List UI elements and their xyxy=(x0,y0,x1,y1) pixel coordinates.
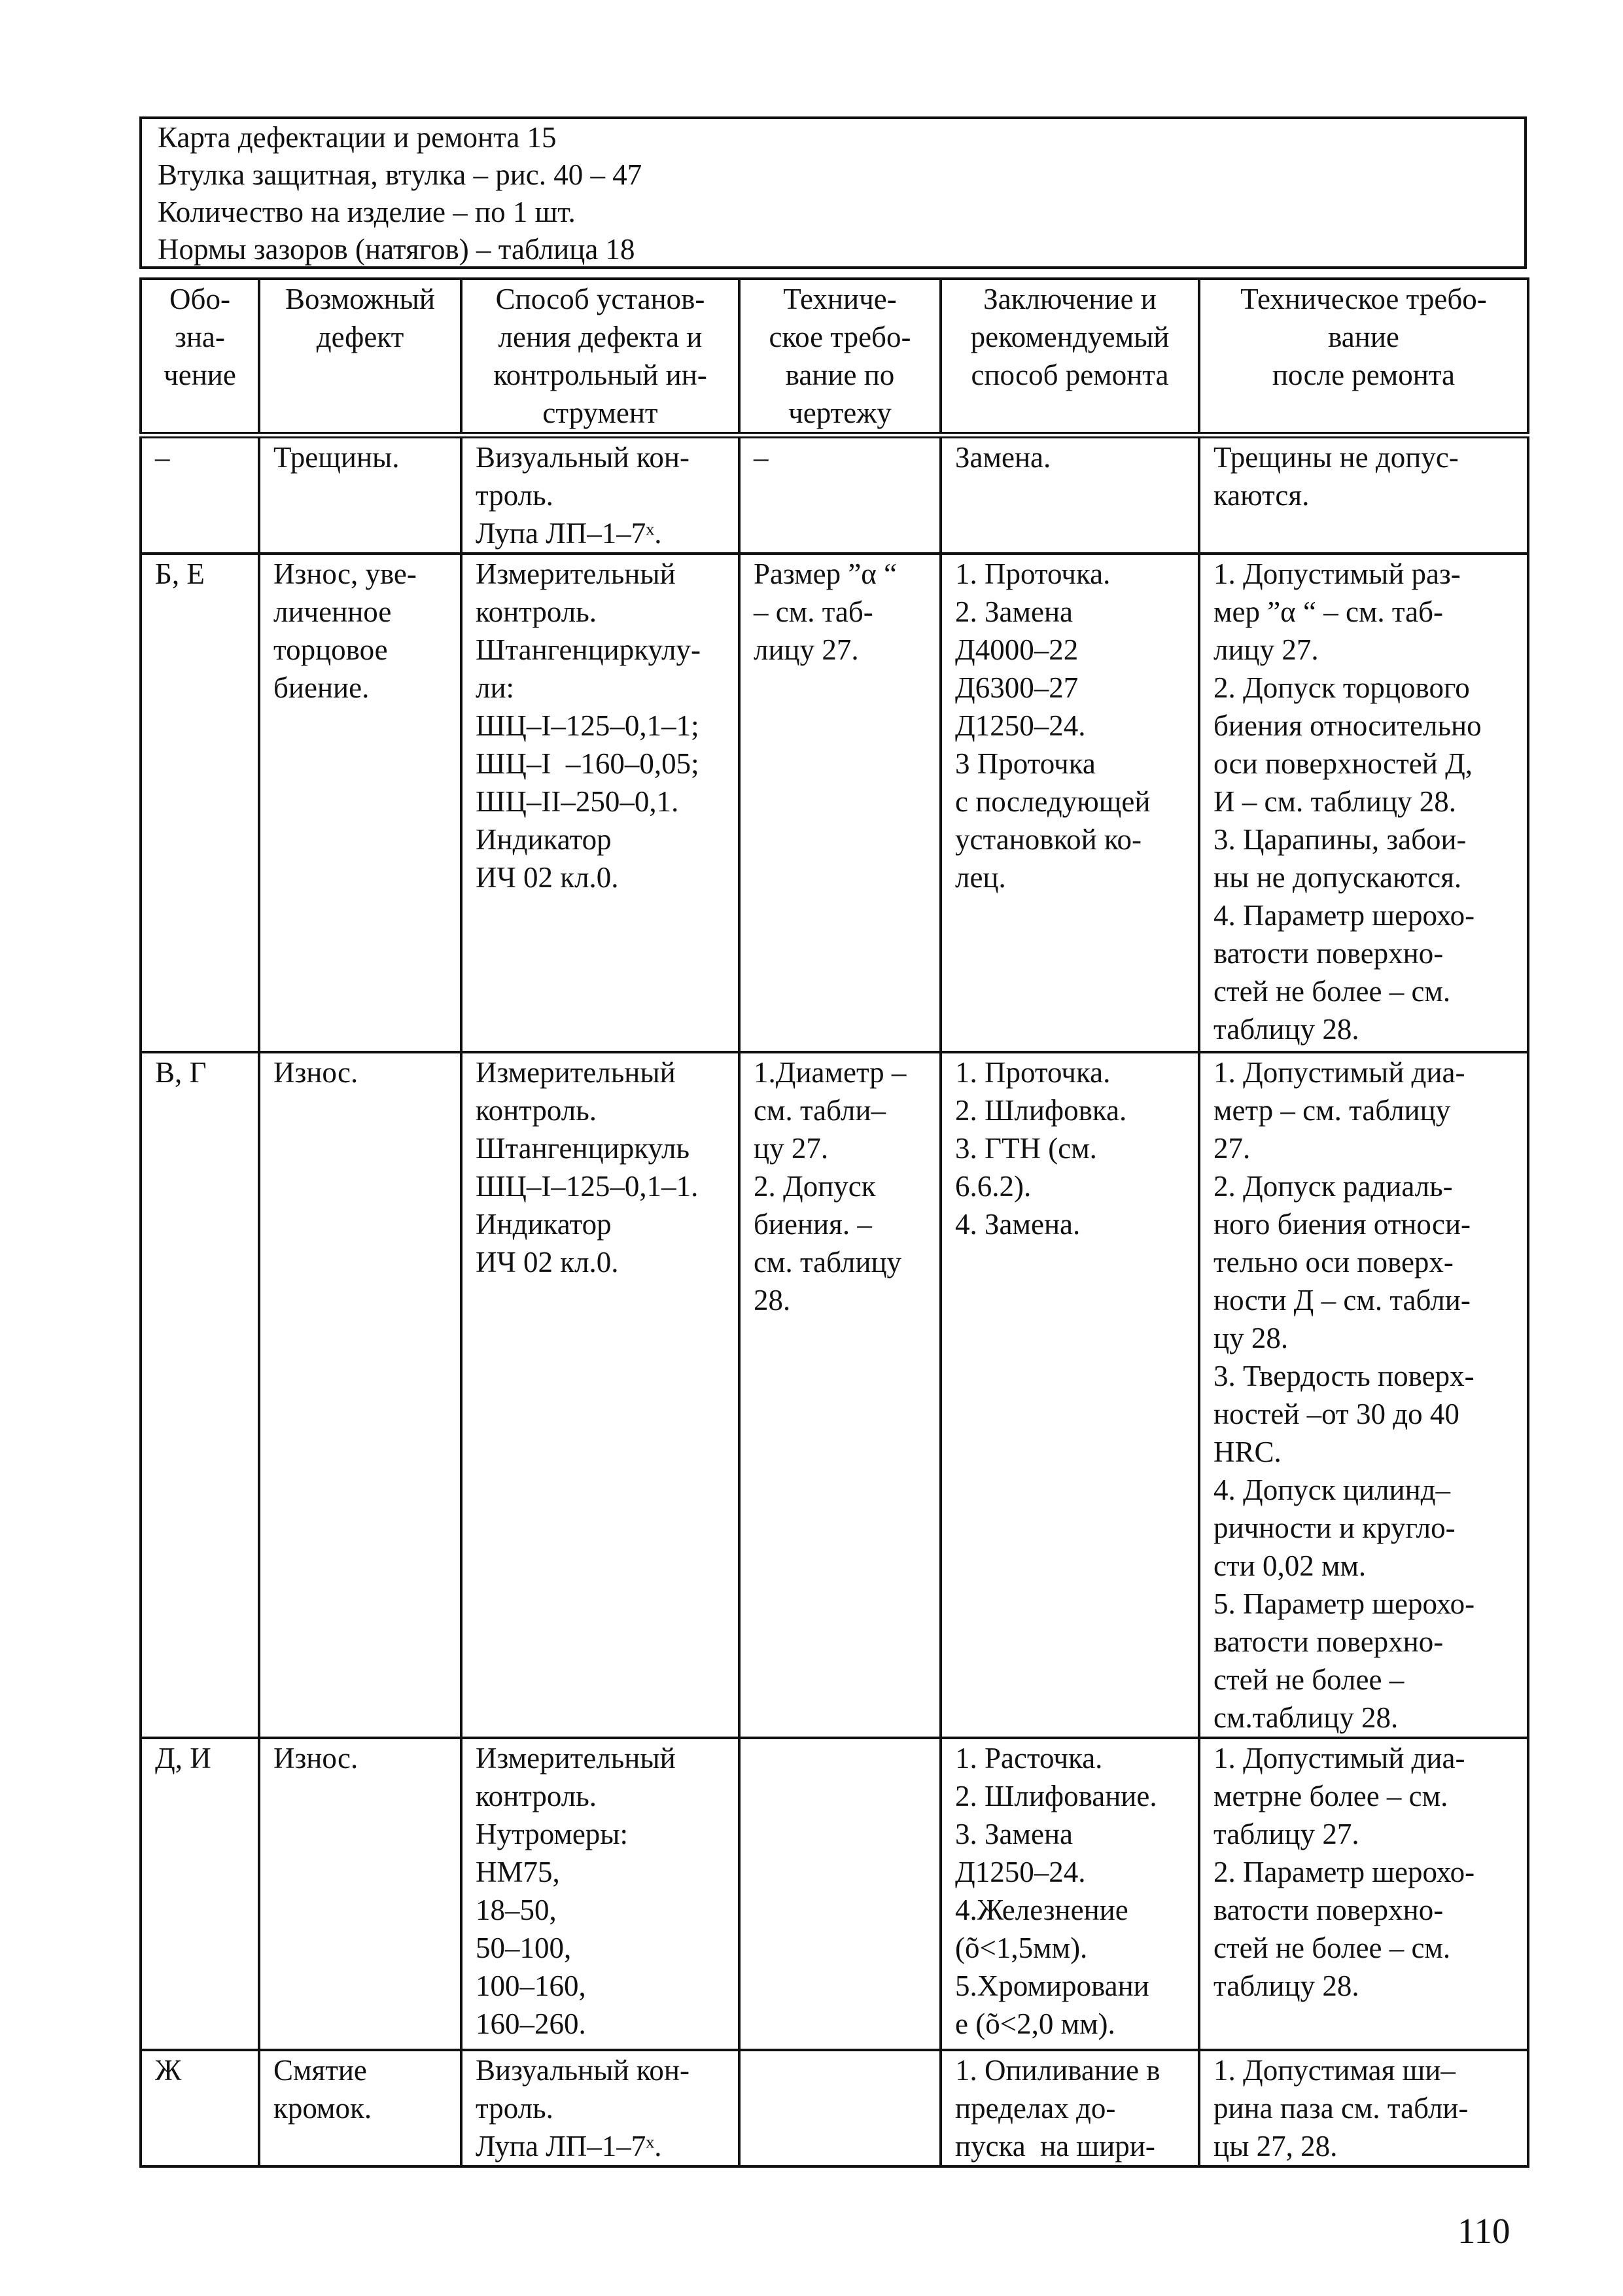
table-row xyxy=(141,2050,1528,2166)
cell-line: 3 Проточка xyxy=(955,747,1096,780)
cell-line: Нутромеры: xyxy=(476,1818,629,1850)
header-line: Техническое требо- xyxy=(1240,283,1487,315)
cell-line: 1.Диаметр – xyxy=(754,1056,907,1089)
defect-cell xyxy=(259,435,461,554)
cell-line: 4.Железнение xyxy=(955,1894,1128,1926)
cell-line: с последующей xyxy=(955,785,1151,818)
cell-line: 100–160, xyxy=(476,1969,586,2002)
cell-line: метр – см. таблицу xyxy=(1213,1094,1451,1127)
cell-line: мер ”α “ – см. таб- xyxy=(1213,595,1443,628)
cell-line: Индикатор xyxy=(476,1208,612,1241)
cell-line: 5.Хромировани xyxy=(955,1969,1149,2002)
header-line: Заключение и xyxy=(983,283,1157,315)
cell-line: 6.6.2). xyxy=(955,1170,1032,1203)
cell-line: Д1250–24. xyxy=(955,1856,1086,1888)
designation-cell xyxy=(141,554,259,1052)
cell-line: Индикатор xyxy=(476,823,612,856)
cell-line: Износ. xyxy=(273,1056,358,1089)
cell-line: HRC. xyxy=(1213,1436,1282,1468)
header-line: контрольный ин- xyxy=(493,359,707,391)
cell-line: ности Д – см. табли- xyxy=(1213,1284,1471,1316)
column-header xyxy=(141,279,259,435)
designation-cell xyxy=(141,435,259,554)
defect-cell xyxy=(259,2050,461,2166)
post-repair-requirement-cell xyxy=(1199,435,1528,554)
header-line: вание xyxy=(1328,321,1399,353)
cell-line: установкой ко- xyxy=(955,823,1142,856)
cell-line: 1. Проточка. xyxy=(955,557,1111,590)
method-cell xyxy=(461,554,739,1052)
method-cell xyxy=(461,2050,739,2166)
header-line: после ремонта xyxy=(1272,359,1456,391)
cell-line: торцовое xyxy=(273,633,388,666)
cell-line: 4. Параметр шерохо- xyxy=(1213,899,1475,932)
table-row xyxy=(141,554,1528,1052)
cell-line: ны не допускаются. xyxy=(1213,861,1462,894)
cell-line: Визуальный кон- xyxy=(476,441,689,474)
cell-line: ностей –от 30 до 40 xyxy=(1213,1398,1459,1430)
header-line: струмент xyxy=(542,397,658,429)
cell-line: Д, И xyxy=(155,1742,211,1775)
cell-line: 3. Замена xyxy=(955,1818,1073,1850)
table-row xyxy=(141,1052,1528,1738)
cell-line: Лупа ЛП–1–7ˣ. xyxy=(476,517,662,550)
cell-line: Трещины не допус- xyxy=(1213,441,1459,474)
cell-line: Д6300–27 xyxy=(955,671,1079,704)
cell-line: ИЧ 02 кл.0. xyxy=(476,861,619,894)
cell-line: ШЦ–I–125–0,1–1; xyxy=(476,709,699,742)
cell-line: Штангенциркулу- xyxy=(476,633,701,666)
cell-line: контроль. xyxy=(476,1780,597,1812)
cell-line: таблицу 28. xyxy=(1213,1969,1359,2002)
cell-line: ШЦ–I –160–0,05; xyxy=(476,747,699,780)
header-line: Обо- xyxy=(169,283,230,315)
cell-line: 2. Допуск радиаль- xyxy=(1213,1170,1453,1203)
cell-line: стей не более – xyxy=(1213,1663,1405,1696)
cell-line: 18–50, xyxy=(476,1894,557,1926)
post-repair-requirement-cell xyxy=(1199,1052,1528,1738)
cell-line: Б, Е xyxy=(155,557,205,590)
quantity-per-product: Количество на изделие – по 1 шт. xyxy=(158,196,576,228)
cell-line: цы 27, 28. xyxy=(1213,2130,1338,2163)
card-info-box xyxy=(139,116,1527,269)
drawing-requirement-cell xyxy=(739,554,941,1052)
drawing-requirement-cell xyxy=(739,1052,941,1738)
defect-repair-table xyxy=(139,277,1529,2168)
cell-line: личенное xyxy=(273,595,392,628)
cell-line: таблицу 27. xyxy=(1213,1818,1359,1850)
part-name: Втулка защитная, втулка – рис. 40 – 47 xyxy=(158,158,642,191)
cell-line: НМ75, xyxy=(476,1856,560,1888)
header-line: чение xyxy=(164,359,236,391)
cell-line: 1. Допустимый диа- xyxy=(1213,1056,1465,1089)
cell-line: 1. Опиливание в xyxy=(955,2054,1161,2087)
cell-line: 3. ГТН (см. xyxy=(955,1132,1097,1165)
cell-line: лицу 27. xyxy=(1213,633,1319,666)
header-line: Способ установ- xyxy=(495,283,705,315)
cell-line: ШЦ–II–250–0,1. xyxy=(476,785,679,818)
drawing-requirement-cell xyxy=(739,2050,941,2166)
column-header xyxy=(1199,279,1528,435)
cell-line: см. таблицу xyxy=(754,1246,902,1279)
cell-line: контроль. xyxy=(476,595,597,628)
designation-cell xyxy=(141,1738,259,2050)
cell-line: ИЧ 02 кл.0. xyxy=(476,1246,619,1279)
cell-line: ватости поверхно- xyxy=(1213,1625,1444,1658)
cell-line: Д1250–24. xyxy=(955,709,1086,742)
cell-line: тельно оси поверх- xyxy=(1213,1246,1454,1279)
cell-line: Ж xyxy=(155,2054,182,2087)
cell-line: таблицу 28. xyxy=(1213,1013,1359,1046)
method-cell xyxy=(461,435,739,554)
cell-line: 3. Твердость поверх- xyxy=(1213,1360,1475,1392)
method-cell xyxy=(461,1052,739,1738)
cell-line: биения относительно xyxy=(1213,709,1482,742)
cell-line: пределах до- xyxy=(955,2092,1116,2125)
cell-line: Измерительный xyxy=(476,557,676,590)
repair-method-cell xyxy=(941,2050,1199,2166)
designation-cell xyxy=(141,1052,259,1738)
cell-line: е (õ<2,0 мм). xyxy=(955,2007,1115,2040)
cell-line: Визуальный кон- xyxy=(476,2054,689,2087)
cell-line: 2. Замена xyxy=(955,595,1073,628)
table-row xyxy=(141,435,1528,554)
cell-line: стей не более – см. xyxy=(1213,975,1451,1008)
cell-line: см. табли– xyxy=(754,1094,886,1127)
cell-line: лец. xyxy=(955,861,1006,894)
cell-line: кромок. xyxy=(273,2092,372,2125)
designation-cell xyxy=(141,2050,259,2166)
cell-line: 2. Допуск xyxy=(754,1170,876,1203)
table-header-row xyxy=(141,279,1528,435)
cell-line: 160–260. xyxy=(476,2007,586,2040)
cell-line: 50–100, xyxy=(476,1932,572,1964)
method-cell xyxy=(461,1738,739,2050)
cell-line: Лупа ЛП–1–7ˣ. xyxy=(476,2130,662,2163)
cell-line: 4. Допуск цилинд– xyxy=(1213,1474,1451,1506)
cell-line: троль. xyxy=(476,479,553,512)
cell-line: Штангенциркуль xyxy=(476,1132,689,1165)
cell-line: 28. xyxy=(754,1284,791,1316)
repair-method-cell xyxy=(941,1738,1199,2050)
cell-line: ного биения относи- xyxy=(1213,1208,1471,1241)
repair-method-cell xyxy=(941,1052,1199,1738)
post-repair-requirement-cell xyxy=(1199,2050,1528,2166)
header-line: Возможный xyxy=(285,283,435,315)
cell-line: 27. xyxy=(1213,1132,1251,1165)
post-repair-requirement-cell xyxy=(1199,1738,1528,2050)
cell-line: 2. Шлифование. xyxy=(955,1780,1157,1812)
drawing-requirement-cell xyxy=(739,435,941,554)
cell-line: – см. таб- xyxy=(754,595,873,628)
cell-line: 5. Параметр шерохо- xyxy=(1213,1587,1475,1620)
column-header xyxy=(739,279,941,435)
cell-line: Измерительный xyxy=(476,1742,676,1775)
cell-line: биение. xyxy=(273,671,370,704)
cell-line: Смятие xyxy=(273,2054,367,2087)
header-line: способ ремонта xyxy=(971,359,1169,391)
repair-method-cell xyxy=(941,435,1199,554)
cell-line: 1. Допустимый диа- xyxy=(1213,1742,1465,1775)
cell-line: биения. – xyxy=(754,1208,872,1241)
column-header xyxy=(461,279,739,435)
cell-line: цу 27. xyxy=(754,1132,829,1165)
cell-line: каются. xyxy=(1213,479,1310,512)
cell-line: Износ. xyxy=(273,1742,358,1775)
cell-line: И – см. таблицу 28. xyxy=(1213,785,1457,818)
header-line: Техниче- xyxy=(783,283,897,315)
cell-line: 4. Замена. xyxy=(955,1208,1081,1241)
clearance-norms: Нормы зазоров (натягов) – таблица 18 xyxy=(158,233,635,266)
cell-line: цу 28. xyxy=(1213,1322,1289,1354)
cell-line: Размер ”α “ xyxy=(754,557,898,590)
cell-line: ШЦ–I–125–0,1–1. xyxy=(476,1170,699,1203)
cell-line: контроль. xyxy=(476,1094,597,1127)
cell-line: 1. Допустимая ши– xyxy=(1213,2054,1456,2087)
cell-line: Замена. xyxy=(955,441,1051,474)
header-line: рекомендуемый xyxy=(970,321,1170,353)
cell-line: 3. Царапины, забои- xyxy=(1213,823,1467,856)
column-header xyxy=(259,279,461,435)
defect-cell xyxy=(259,1052,461,1738)
header-line: ления дефекта и xyxy=(498,321,703,353)
cell-line: троль. xyxy=(476,2092,553,2125)
cell-line: стей не более – см. xyxy=(1213,1932,1451,1964)
cell-line: 1. Допустимый раз- xyxy=(1213,557,1461,590)
cell-line: 2. Допуск торцового xyxy=(1213,671,1470,704)
card-title: Карта дефектации и ремонта 15 xyxy=(158,121,557,154)
post-repair-requirement-cell xyxy=(1199,554,1528,1052)
header-line: зна- xyxy=(175,321,225,353)
repair-method-cell xyxy=(941,554,1199,1052)
column-header xyxy=(941,279,1199,435)
cell-line: оси поверхностей Д, xyxy=(1213,747,1473,780)
cell-line: – xyxy=(754,441,769,474)
cell-line: Трещины. xyxy=(273,441,400,474)
cell-line: ватости поверхно- xyxy=(1213,1894,1444,1926)
header-line: вание по xyxy=(785,359,895,391)
drawing-requirement-cell xyxy=(739,1738,941,2050)
page-number: 110 xyxy=(1457,2211,1510,2251)
cell-line: сти 0,02 мм. xyxy=(1213,1549,1367,1582)
header-line: ское требо- xyxy=(769,321,911,353)
cell-line: Измерительный xyxy=(476,1056,676,1089)
cell-line: пуска на шири- xyxy=(955,2130,1155,2163)
cell-line: Износ, уве- xyxy=(273,557,417,590)
cell-line: 1. Расточка. xyxy=(955,1742,1103,1775)
defect-cell xyxy=(259,554,461,1052)
header-line: дефект xyxy=(316,321,404,353)
cell-line: – xyxy=(155,441,170,474)
cell-line: рина паза см. табли- xyxy=(1213,2092,1469,2125)
cell-line: 2. Шлифовка. xyxy=(955,1094,1127,1127)
cell-line: 1. Проточка. xyxy=(955,1056,1111,1089)
cell-line: Д4000–22 xyxy=(955,633,1079,666)
header-line: чертежу xyxy=(788,397,892,429)
table-row xyxy=(141,1738,1528,2050)
cell-line: В, Г xyxy=(155,1056,207,1089)
cell-line: метрне более – см. xyxy=(1213,1780,1448,1812)
cell-line: (õ<1,5мм). xyxy=(955,1932,1088,1964)
cell-line: лицу 27. xyxy=(754,633,859,666)
defect-cell xyxy=(259,1738,461,2050)
cell-line: см.таблицу 28. xyxy=(1213,1701,1399,1734)
cell-line: ричности и кругло- xyxy=(1213,1511,1456,1544)
cell-line: ли: xyxy=(476,671,515,704)
cell-line: ватости поверхно- xyxy=(1213,937,1444,970)
cell-line: 2. Параметр шерохо- xyxy=(1213,1856,1475,1888)
table-body xyxy=(141,435,1528,2166)
